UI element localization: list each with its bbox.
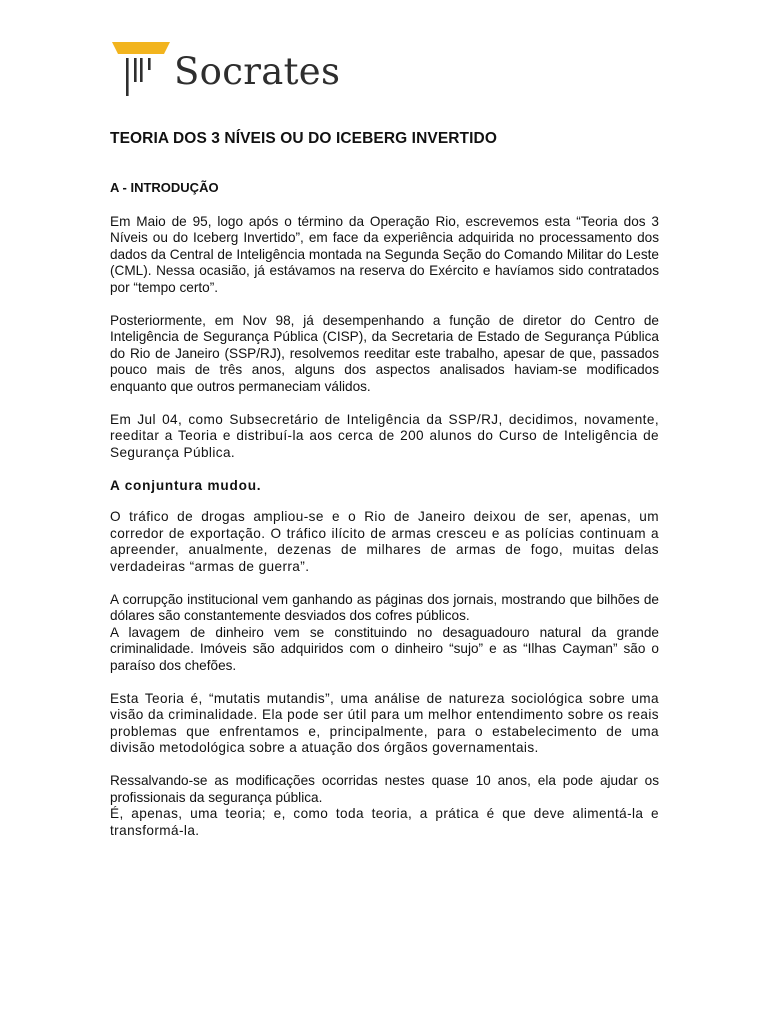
document-body (110, 180, 659, 856)
paragraph: O tráfico de drogas ampliou-se e o Rio de Janeiro deixou de ser, apenas, um corredor de exportação. O tráfico ilícito de armas cresceu e as polícias continuam a apreender, anualmente, dezenas de milhares de armas de fogo, muitas delas verdadeiras “armas de guerra”. (110, 509, 659, 574)
paragraph: A corrupção institucional vem ganhando as páginas dos jornais, mostrando que bilhões de dólares são constantemente desviados dos cofres públicos. (110, 591, 659, 623)
section-heading: A - INTRODUÇÃO (110, 180, 219, 195)
subheading: A conjuntura mudou. (110, 477, 262, 493)
column-icon (112, 42, 172, 98)
document-title: TEORIA DOS 3 NÍVEIS OU DO ICEBERG INVERTIDO (110, 130, 497, 147)
logo-wordmark: Socrates (174, 50, 341, 93)
paragraph: Em Jul 04, como Subsecretário de Inteligência da SSP/RJ, decidimos, novamente, reeditar a Teoria e distribuí-la aos cerca de 200 alunos do Curso de Inteligência de Segurança Pública. (110, 411, 659, 460)
paragraph: Esta Teoria é, “mutatis mutandis”, uma análise de natureza sociológica sobre uma visão da criminalidade. Ela pode ser útil para um melhor entendimento sobre os reais problemas que enfrentamos e, principalmente, para o estabelecimento de uma divisão metodológica sobre a atuação dos órgãos governamentais. (110, 690, 659, 755)
paragraph: A lavagem de dinheiro vem se constituindo no desaguadouro natural da grande criminalidade. Imóveis são adquiridos com o dinheiro “sujo” e as “Ilhas Cayman” são o paraíso dos chefões. (110, 624, 659, 673)
paragraph: Ressalvando-se as modificações ocorridas nestes quase 10 anos, ela pode ajudar os profissionais da segurança pública. (110, 773, 659, 805)
socrates-logo (112, 42, 352, 98)
paragraph: Em Maio de 95, logo após o término da Operação Rio, escrevemos esta “Teoria dos 3 Níveis ou do Iceberg Invertido”, em face da experiência adquirida no processamento dos dados da Central de Inteligência montada na Segunda Seção do Comando Militar do Leste (CML). Nessa ocasião, já estávamos na reserva do Exército e havíamos sido contratados por “tempo certo”. (110, 213, 659, 295)
paragraph: É, apenas, uma teoria; e, como toda teoria, a prática é que deve alimentá-la e transformá-la. (110, 806, 659, 838)
paragraph: Posteriormente, em Nov 98, já desempenhando a função de diretor do Centro de Inteligência de Segurança Pública (CISP), da Secretaria de Estado de Segurança Pública do Rio de Janeiro (SSP/RJ), resolvemos reeditar este trabalho, apesar de que, passados pouco mais de três anos, alguns dos aspectos analisados haviam-se modificados enquanto que outros permaneciam válidos. (110, 312, 659, 394)
